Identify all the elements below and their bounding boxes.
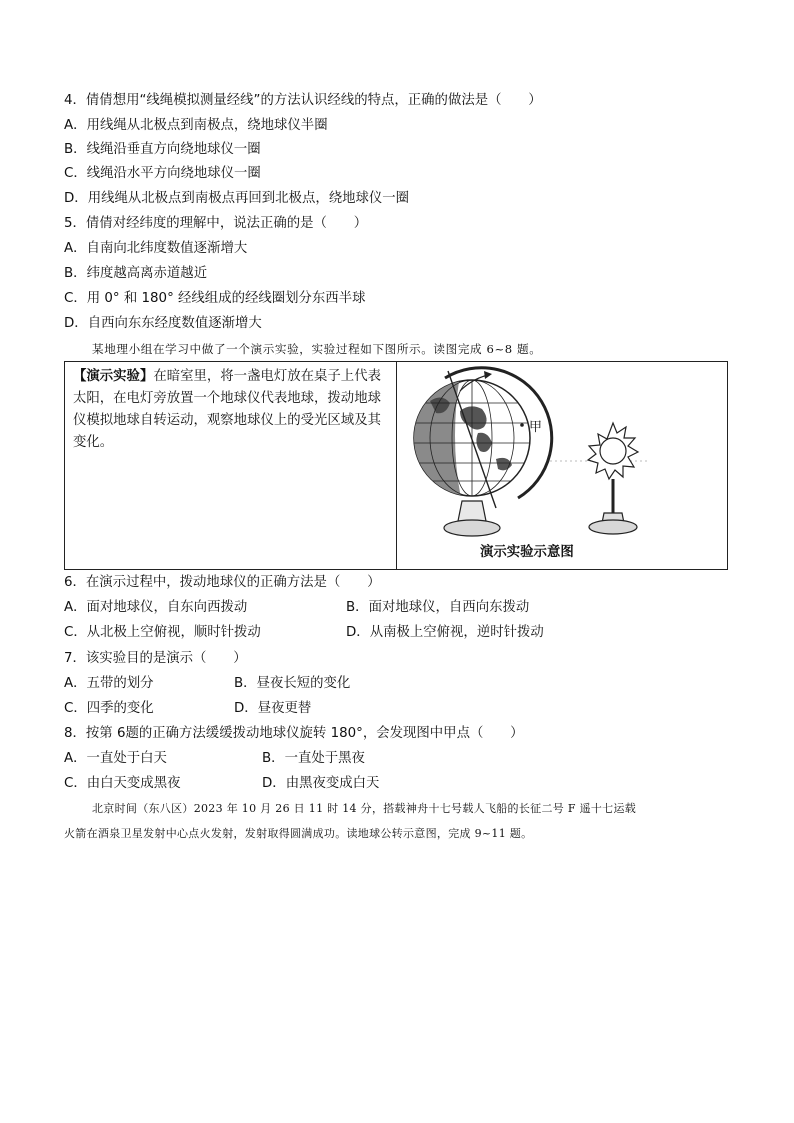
point-jia-marker bbox=[520, 423, 524, 427]
q4-option-d: D．用线绳从北极点到南极点再回到北极点，绕地球仪一圈 bbox=[64, 191, 410, 206]
experiment-box-divider bbox=[396, 361, 397, 570]
q5-option-d: D．自西向东东经度数值逐渐增大 bbox=[64, 316, 262, 331]
intro-6-8: 某地理小组在学习中做了一个演示实验，实验过程如下图所示。读图完成 6~8 题。 bbox=[92, 342, 542, 356]
q6-option-a: A．面对地球仪，自东向西拨动 bbox=[64, 600, 248, 615]
q5-stem: 5．倩倩对经纬度的理解中，说法正确的是（ ） bbox=[64, 216, 368, 231]
globe-stand-neck bbox=[458, 501, 486, 521]
q6-option-b: B．面对地球仪，自西向东拨动 bbox=[346, 600, 530, 615]
q7-stem: 7．该实验目的是演示（ ） bbox=[64, 651, 247, 666]
q5-option-a: A．自南向北纬度数值逐渐增大 bbox=[64, 241, 248, 256]
q7-option-a: A．五带的划分 bbox=[64, 676, 154, 691]
experiment-description bbox=[73, 366, 391, 454]
q8-option-b: B．一直处于黑夜 bbox=[262, 751, 365, 766]
q4-option-a: A．用线绳从北极点到南极点，绕地球仪半圈 bbox=[64, 118, 328, 133]
lamp-base bbox=[589, 520, 637, 534]
q5-option-c: C．用 0° 和 180° 经线组成的经线圈划分东西半球 bbox=[64, 291, 366, 306]
experiment-tag: 【演示实验】 bbox=[73, 369, 154, 384]
rotation-arrow-icon bbox=[484, 371, 492, 379]
q8-stem: 8．按第 6题的正确方法缓缓拨动地球仪旋转 180°，会发现图中甲点（ ） bbox=[64, 726, 524, 741]
q4-stem: 4．倩倩想用“线绳模拟测量经线”的方法认识经线的特点，正确的做法是（ ） bbox=[64, 93, 542, 108]
experiment-figure bbox=[400, 363, 726, 568]
q8-option-a: A．一直处于白天 bbox=[64, 751, 167, 766]
globe-stand-base bbox=[444, 520, 500, 536]
point-jia-label: 甲 bbox=[529, 420, 543, 435]
intro-9-11-line2: 火箭在酒泉卫星发射中心点火发射，发射取得圆满成功。读地球公转示意图，完成 9~11 题。 bbox=[64, 827, 533, 840]
intro-9-11-line1: 北京时间（东八区）2023 年 10 月 26 日 11 时 14 分，搭载神舟十七号载人飞船的长征二号 F 遥十七运载 bbox=[92, 802, 637, 815]
figure-caption: 演示实验示意图 bbox=[480, 545, 574, 560]
q7-option-d: D．昼夜更替 bbox=[234, 701, 312, 716]
experiment-text: 在暗室里，将一盏电灯放在桌子上代表太阳，在电灯旁放置一个地球仪代表地球，拨动地球仪模拟地球自转运动，观察地球仪上的受光区域及其变化。 bbox=[73, 369, 381, 450]
q7-option-c: C．四季的变化 bbox=[64, 701, 154, 716]
q6-stem: 6．在演示过程中，拨动地球仪的正确方法是（ ） bbox=[64, 575, 381, 590]
q4-option-c: C．线绳沿水平方向绕地球仪一圈 bbox=[64, 166, 261, 181]
q8-option-d: D．由黑夜变成白天 bbox=[262, 776, 380, 791]
q7-option-b: B．昼夜长短的变化 bbox=[234, 676, 351, 691]
q4-option-b: B．线绳沿垂直方向绕地球仪一圈 bbox=[64, 142, 261, 157]
q6-option-d: D．从南极上空俯视，逆时针拨动 bbox=[346, 625, 544, 640]
sun-lamp-icon bbox=[588, 423, 638, 479]
q8-option-c: C．由白天变成黑夜 bbox=[64, 776, 181, 791]
q5-option-b: B．纬度越高离赤道越近 bbox=[64, 266, 208, 281]
q6-option-c: C．从北极上空俯视，顺时针拨动 bbox=[64, 625, 261, 640]
